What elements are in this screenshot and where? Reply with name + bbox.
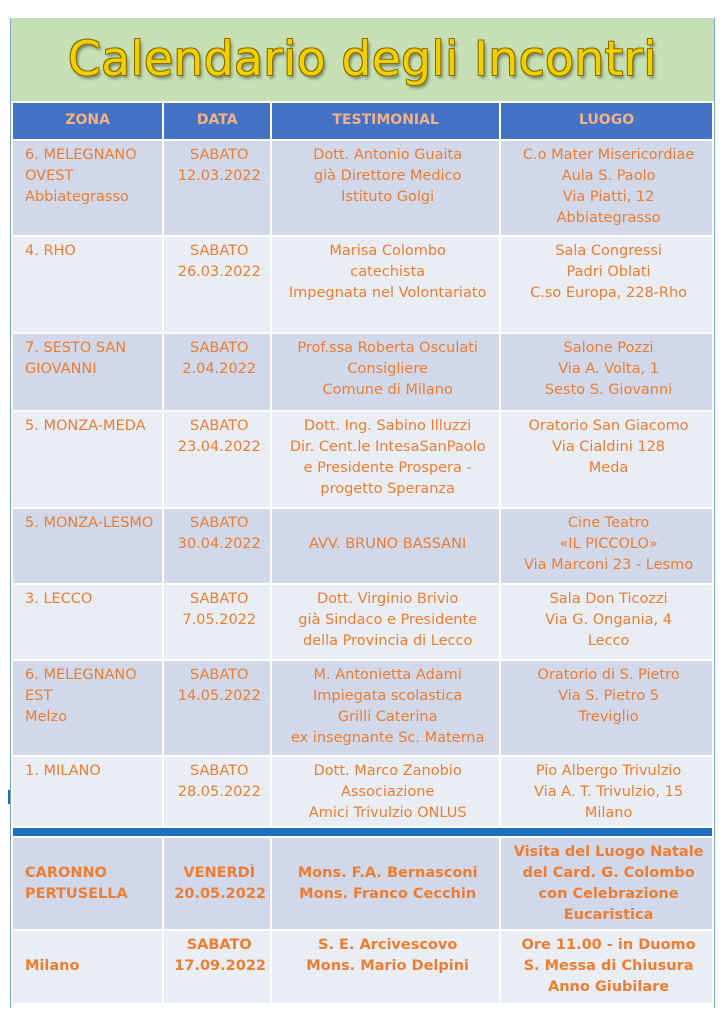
data-cell <box>164 585 270 659</box>
cell-line: Associazione <box>340 784 435 800</box>
cell-line: Dott. Marco Zanobio <box>313 763 462 779</box>
table-row <box>13 757 712 826</box>
cell-line: Impiegata scolastica <box>313 688 463 704</box>
zona-cell <box>13 931 162 1003</box>
cell-line: Oratorio di S. Pietro <box>537 667 680 683</box>
cell-line: Milano <box>584 805 633 821</box>
luogo-cell <box>501 141 712 235</box>
table-row <box>13 838 712 929</box>
testimonial-cell <box>272 141 499 235</box>
cell-line: «IL PICCOLO» <box>559 536 658 552</box>
cell-line: Padri Oblati <box>566 264 651 280</box>
cell-line: ex insegnante Sc. Materna <box>290 730 485 746</box>
cell-line: C.so Europa, 228-Rho <box>530 285 688 301</box>
testimonial-cell <box>272 237 499 332</box>
cell-line: Visita del Luogo Natale <box>513 844 704 860</box>
cell-line: S. Messa di Chiusura <box>523 958 694 974</box>
cell-line: Pio Albergo Trivulzio <box>535 763 682 779</box>
cell-line: 26.03.2022 <box>177 264 261 280</box>
cell-line: Consigliere <box>347 361 428 377</box>
cell-line: 4. RHO <box>25 243 76 259</box>
table-row <box>13 237 712 332</box>
zona-cell <box>13 661 162 755</box>
table-row <box>13 334 712 410</box>
cell-line: Mons. Mario Delpini <box>306 958 470 974</box>
luogo-cell <box>501 757 712 826</box>
cell-line: EST <box>25 688 53 704</box>
cell-line: Via A. T. Trivulzio, 15 <box>534 784 684 800</box>
cell-line: 5. MONZA-MEDA <box>25 418 146 434</box>
luogo-cell <box>501 931 712 1003</box>
cell-line: SABATO <box>190 340 249 356</box>
cell-line: Via A. Volta, 1 <box>558 361 659 377</box>
cell-line: OVEST <box>25 168 74 184</box>
cell-line: Via Cialdini 128 <box>552 439 666 455</box>
cell-line <box>25 935 156 956</box>
cell-line: SABATO <box>190 147 249 163</box>
cell-line: Mons. Franco Cecchin <box>299 886 477 902</box>
cell-line <box>282 513 493 534</box>
cell-line: Sala Don Ticozzi <box>549 591 668 607</box>
cell-line: Abbiategrasso <box>25 189 129 205</box>
cell-line: Mons. F.A. Bernasconi <box>297 865 478 881</box>
testimonial-cell <box>272 838 499 929</box>
cell-line: della Provincia di Lecco <box>302 633 473 649</box>
testimonial-cell <box>272 931 499 1003</box>
cell-line: Cine Teatro <box>567 515 650 531</box>
data-cell <box>164 931 270 1003</box>
header-data: DATA <box>164 103 270 139</box>
cell-line: con Celebrazione <box>538 886 679 902</box>
cell-line: S. E. Arcivescovo <box>318 937 458 953</box>
cell-line: Dott. Ing. Sabino Illuzzi <box>304 418 472 434</box>
cell-line: 6. MELEGNANO <box>25 147 137 163</box>
cell-line: Sala Congressi <box>555 243 662 259</box>
cell-line: Melzo <box>25 709 67 725</box>
table-row <box>13 509 712 583</box>
table-row <box>13 585 712 659</box>
testimonial-cell <box>272 661 499 755</box>
cell-line: 20.05.2022 <box>174 886 267 902</box>
luogo-cell <box>501 334 712 410</box>
page-title: Calendario degli Incontri <box>67 32 658 87</box>
cell-line: Dott. Virginio Brivio <box>317 591 459 607</box>
cell-line <box>282 842 493 863</box>
cell-line: Milano <box>25 958 80 974</box>
cell-line: Via G. Ongania, 4 <box>545 612 672 628</box>
cell-line: 7.05.2022 <box>182 612 257 628</box>
table-row <box>13 141 712 235</box>
testimonial-cell <box>272 585 499 659</box>
cell-line: AVV. BRUNO BASSANI <box>309 536 467 552</box>
zona-cell <box>13 757 162 826</box>
cell-line: già Direttore Medico <box>313 168 462 184</box>
cell-line: SABATO <box>190 667 249 683</box>
cell-line: Via S. Pietro 5 <box>558 688 660 704</box>
cell-line: Sesto S. Giovanni <box>544 382 673 398</box>
cell-line: Dott. Antonio Guaita <box>313 147 463 163</box>
header-zona: ZONA <box>13 103 162 139</box>
data-cell <box>164 141 270 235</box>
cell-line: Aula S. Paolo <box>561 168 656 184</box>
luogo-cell <box>501 412 712 507</box>
title-banner <box>11 18 714 101</box>
edge-marker <box>8 790 10 804</box>
section-divider <box>13 828 712 836</box>
testimonial-cell <box>272 412 499 507</box>
cell-line <box>25 842 156 863</box>
cell-line: 6. MELEGNANO <box>25 667 137 683</box>
data-cell <box>164 757 270 826</box>
cell-line: catechista <box>350 264 426 280</box>
testimonial-cell <box>272 509 499 583</box>
header-luogo: LUOGO <box>501 103 712 139</box>
cell-line: SABATO <box>190 591 249 607</box>
table-row <box>13 931 712 1003</box>
zona-cell <box>13 585 162 659</box>
cell-line: del Card. G. Colombo <box>522 865 695 881</box>
cell-line: Via Piatti, 12 <box>562 189 655 205</box>
cell-line: 5. MONZA-LESMO <box>25 515 154 531</box>
cell-line: 12.03.2022 <box>177 168 261 184</box>
cell-line: Impegnata nel Volontariato <box>288 285 487 301</box>
cell-line <box>174 842 264 863</box>
cell-line: Comune di Milano <box>322 382 453 398</box>
cell-line: SABATO <box>190 763 249 779</box>
cell-line: 2.04.2022 <box>182 361 257 377</box>
luogo-cell <box>501 509 712 583</box>
cell-line: Grilli Caterina <box>337 709 438 725</box>
cell-line: Salone Pozzi <box>563 340 654 356</box>
table-header-row <box>13 103 712 139</box>
cell-line: M. Antonietta Adami <box>313 667 462 683</box>
data-cell <box>164 509 270 583</box>
zona-cell <box>13 412 162 507</box>
data-cell <box>164 412 270 507</box>
cell-line: Dir. Cent.le IntesaSanPaolo <box>289 439 486 455</box>
zona-cell <box>13 141 162 235</box>
luogo-cell <box>501 838 712 929</box>
cell-line: GIOVANNI <box>25 361 97 377</box>
cell-line: Ore 11.00 - in Duomo <box>521 937 696 953</box>
cell-line: SABATO <box>190 418 249 434</box>
cell-line: Meda <box>588 460 629 476</box>
cell-line: C.o Mater Misericordiae <box>522 147 695 163</box>
table-row <box>13 661 712 755</box>
cell-line: Lecco <box>587 633 630 649</box>
cell-line: Istituto Golgi <box>341 189 435 205</box>
events-table <box>11 101 714 1005</box>
zona-cell <box>13 334 162 410</box>
data-cell <box>164 334 270 410</box>
cell-line: VENERDÌ <box>183 865 256 881</box>
cell-line: 7. SESTO SAN <box>25 340 127 356</box>
zona-cell <box>13 509 162 583</box>
data-cell <box>164 237 270 332</box>
cell-line: SABATO <box>190 243 249 259</box>
zona-cell <box>13 237 162 332</box>
cell-line: 14.05.2022 <box>177 688 261 704</box>
cell-line: Marisa Colombo <box>329 243 446 259</box>
cell-line: Anno Giubilare <box>547 979 670 995</box>
luogo-cell <box>501 661 712 755</box>
calendar-page <box>10 18 715 1008</box>
testimonial-cell <box>272 757 499 826</box>
cell-line: PERTUSELLA <box>25 886 128 902</box>
cell-line: 30.04.2022 <box>177 536 261 552</box>
cell-line: 1. MILANO <box>25 763 101 779</box>
zona-cell <box>13 838 162 929</box>
cell-line: Via Marconi 23 - Lesmo <box>524 557 694 573</box>
cell-line: SABATO <box>186 937 252 953</box>
cell-line: CARONNO <box>25 865 107 881</box>
cell-line: 17.09.2022 <box>174 958 267 974</box>
cell-line: e Presidente Prospera - <box>303 460 472 476</box>
cell-line: Eucaristica <box>563 907 654 923</box>
cell-line: 3. LECCO <box>25 591 93 607</box>
cell-line: Amici Trivulzio ONLUS <box>308 805 467 821</box>
cell-line: 23.04.2022 <box>177 439 261 455</box>
table-row <box>13 412 712 507</box>
cell-line: SABATO <box>190 515 249 531</box>
cell-line: 28.05.2022 <box>177 784 261 800</box>
cell-line: Oratorio San Giacomo <box>528 418 689 434</box>
cell-line: Treviglio <box>578 709 639 725</box>
data-cell <box>164 838 270 929</box>
cell-line: Prof.ssa Roberta Osculati <box>297 340 478 356</box>
luogo-cell <box>501 237 712 332</box>
data-cell <box>164 661 270 755</box>
header-testimonial: TESTIMONIAL <box>272 103 499 139</box>
luogo-cell <box>501 585 712 659</box>
cell-line: già Sindaco e Presidente <box>298 612 478 628</box>
cell-line: progetto Speranza <box>320 481 455 497</box>
testimonial-cell <box>272 334 499 410</box>
cell-line: Abbiategrasso <box>556 210 661 226</box>
